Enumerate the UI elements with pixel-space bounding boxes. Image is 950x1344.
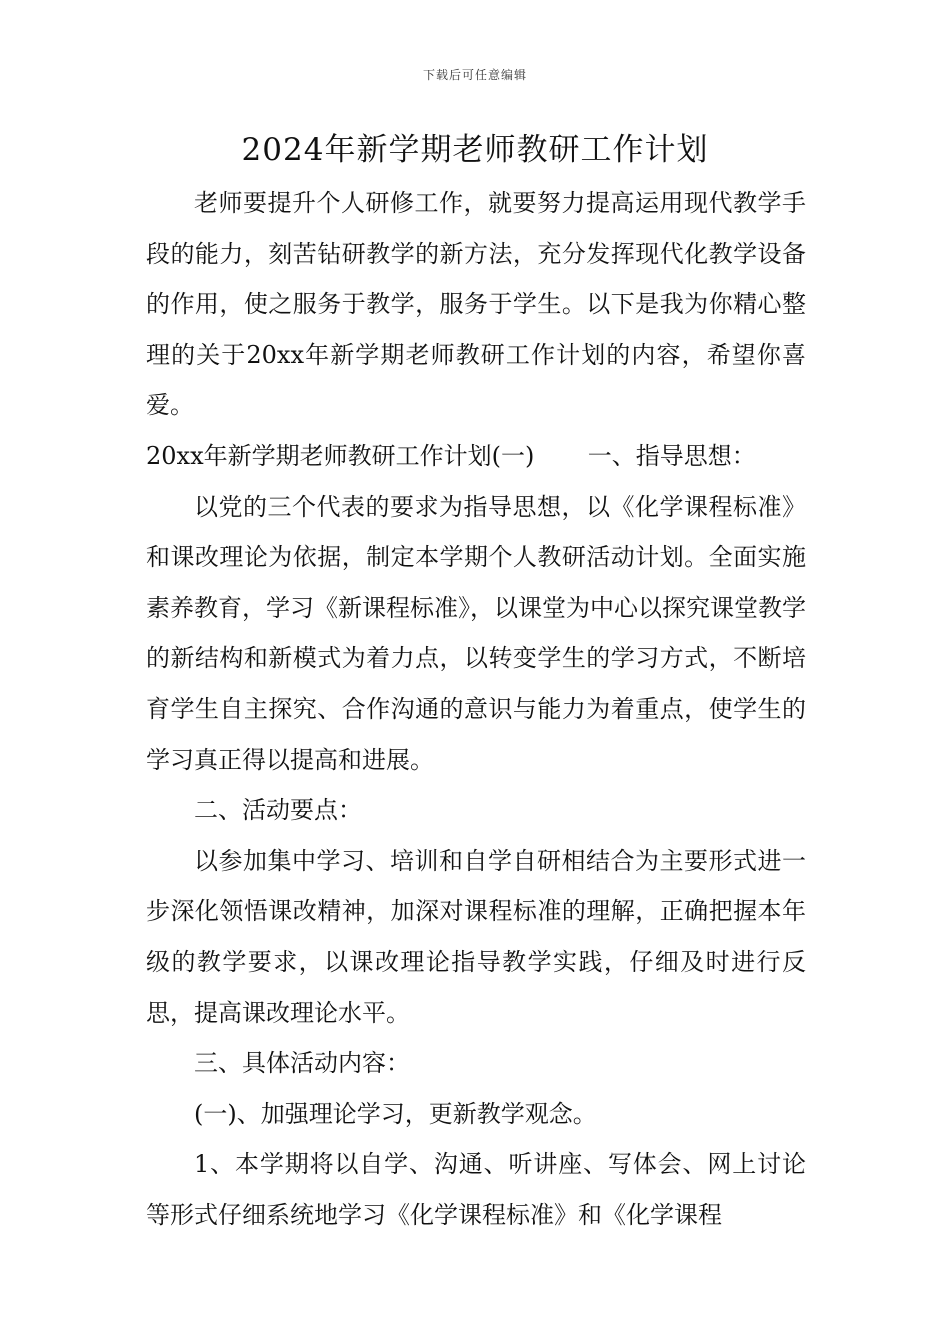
guiding-ideology-paragraph: 以党的三个代表的要求为指导思想，以《化学课程标准》和课改理论为依据，制定本学期个人教研活动计划。全面实施素养教育，学习《新课程标准》，以课堂为中心以探究课堂教学的新结构和新模式为着力点，以转变学生的学习方式，不断培育学生自主探究、合作沟通的意识与能力为着重点，使学生的学习真正得以提高和进展。 bbox=[146, 492, 806, 774]
plan-heading-line: 20xx年新学期老师教研工作计划(一) 一、指导思想： bbox=[146, 441, 756, 470]
intro-paragraph: 老师要提升个人研修工作，就要努力提高运用现代教学手段的能力，刻苦钻研教学的新方法，充分发挥现代化教学设备的作用，使之服务于教学，服务于学生。以下是我为你精心整理的关于20xx年新学期老师教研工作计划的内容，希望你喜爱。 bbox=[146, 189, 806, 420]
section-heading-activity-points: 二、活动要点： bbox=[194, 796, 362, 825]
item-1-paragraph: 1、本学期将以自学、沟通、听讲座、写体会、网上讨论等形式仔细系统地学习《化学课程标准》和《化学课程 bbox=[146, 1150, 806, 1229]
header-note: 下载后可任意编辑 bbox=[422, 68, 527, 82]
activity-points-paragraph: 以参加集中学习、培训和自学自研相结合为主要形式进一步深化领悟课改精神，加深对课程标准的理解，正确把握本年级的教学要求，以课改理论指导教学实践，仔细及时进行反思，提高课改理论水平。 bbox=[146, 846, 806, 1027]
subsection-heading-theory-study: (一)、加强理论学习，更新教学观念。 bbox=[194, 1099, 597, 1128]
document-title: 2024年新学期老师教研工作计划 bbox=[241, 132, 709, 168]
document-body bbox=[146, 178, 806, 1240]
section-heading-activity-content: 三、具体活动内容： bbox=[194, 1049, 410, 1078]
